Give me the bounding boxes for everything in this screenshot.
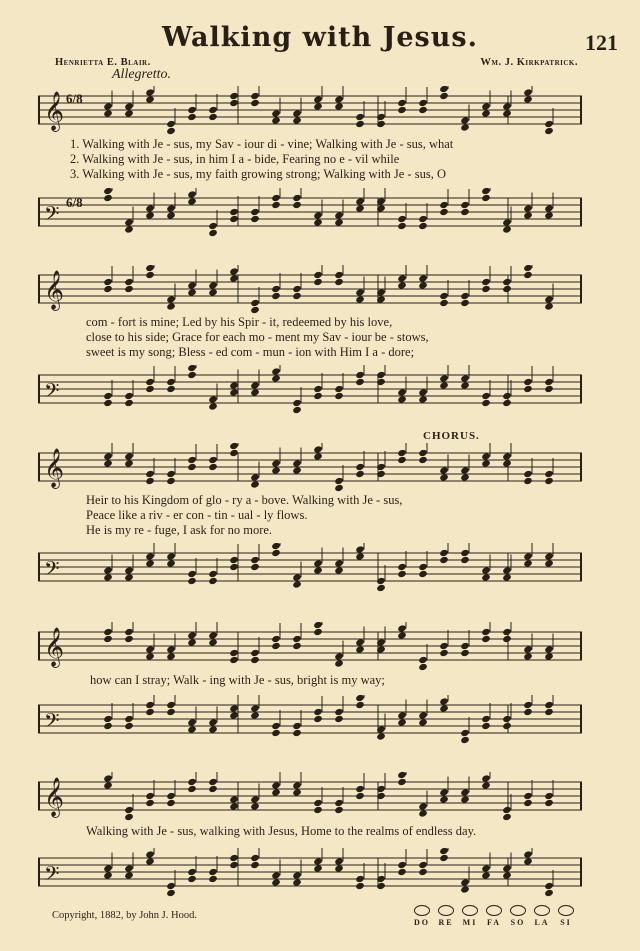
solfa-item: [558, 905, 574, 927]
solfa-label: FA: [486, 918, 502, 927]
system-2-bass-staff: [38, 365, 582, 415]
system-1-lyric-verse-1: 1. Walking with Je - sus, my Sav - iour di - vine; Walking with Je - sus, what: [70, 137, 454, 151]
hymn-title: Walking with Jesus.: [162, 22, 478, 53]
lyricist: Henrietta E. Blair.: [55, 57, 151, 68]
solfa-note-shape-icon: [510, 905, 526, 916]
svg-text:𝄞: 𝄞: [44, 777, 65, 817]
solfa-legend: [414, 905, 574, 927]
svg-text:𝄞: 𝄞: [44, 270, 65, 310]
solfa-note-shape-icon: [462, 905, 478, 916]
system-5-treble-staff: [38, 772, 582, 822]
chorus-label: CHORUS.: [423, 430, 480, 442]
copyright-notice: Copyright, 1882, by John J. Hood.: [52, 910, 197, 921]
solfa-note-shape-icon: [438, 905, 454, 916]
page-number: 121: [585, 30, 618, 55]
solfa-note-shape-icon: [558, 905, 574, 916]
svg-text:𝄢: 𝄢: [44, 709, 60, 737]
system-3-bass-staff: [38, 543, 582, 593]
solfa-item: [462, 905, 478, 927]
system-2-lyric-verse-1: com - fort is mine; Led by his Spir - it, redeemed by his love,: [86, 315, 393, 329]
solfa-label: MI: [462, 918, 478, 927]
solfa-item: [486, 905, 502, 927]
svg-text:𝄢: 𝄢: [44, 557, 60, 585]
solfa-note-shape-icon: [414, 905, 430, 916]
solfa-label: RE: [438, 918, 454, 927]
solfa-item: [534, 905, 550, 927]
svg-text:𝄢: 𝄢: [44, 379, 60, 407]
system-4-bass-staff: [38, 695, 582, 745]
solfa-note-shape-icon: [486, 905, 502, 916]
solfa-label: LA: [534, 918, 550, 927]
system-3-lyric-verse-1: Heir to his Kingdom of glo - ry a - bove. Walking with Je - sus,: [86, 493, 403, 507]
svg-text:𝄞: 𝄞: [44, 91, 65, 131]
tempo-marking: Allegretto.: [112, 67, 171, 82]
solfa-item: [414, 905, 430, 927]
system-4-lyric: how can I stray; Walk - ing with Je - sus, bright is my way;: [90, 673, 385, 687]
system-5-lyric: Walking with Je - sus, walking with Jesus, Home to the realms of endless day.: [86, 824, 477, 838]
solfa-label: SI: [560, 918, 572, 927]
system-1-lyric-verse-2: 2. Walking with Je - sus, in him I a - bide, Fearing no e - vil while: [70, 152, 400, 166]
system-5-bass-staff: [38, 848, 582, 898]
system-4-treble-staff: [38, 622, 582, 672]
solfa-item: [510, 905, 526, 927]
svg-text:𝄢: 𝄢: [44, 202, 60, 230]
svg-text:𝄢: 𝄢: [44, 862, 60, 890]
solfa-note-shape-icon: [534, 905, 550, 916]
solfa-label: DO: [414, 918, 430, 927]
system-3-lyric-verse-2: Peace like a riv - er con - tin - ual - ly flows.: [86, 508, 308, 522]
system-2-lyric-verse-3: sweet is my song; Bless - ed com - mun - ion with Him I a - dore;: [86, 345, 415, 359]
time-signature-bass: 6/8: [66, 195, 83, 210]
system-3-treble-staff: [38, 443, 582, 493]
time-signature-treble: 6/8: [66, 91, 83, 106]
solfa-label: SO: [510, 918, 526, 927]
svg-text:𝄞: 𝄞: [44, 448, 65, 488]
composer: Wm. J. Kirkpatrick.: [480, 57, 578, 68]
system-1-bass-staff: [38, 188, 582, 238]
system-1-lyric-verse-3: 3. Walking with Je - sus, my faith growing strong; Walking with Je - sus, O: [70, 167, 446, 181]
svg-text:𝄞: 𝄞: [44, 627, 65, 667]
system-1-treble-staff: [38, 86, 582, 136]
system-3-lyric-verse-3: He is my re - fuge, I ask for no more.: [86, 523, 273, 537]
system-2-lyric-verse-2: close to his side; Grace for each mo - ment my Sav - iour be - stows,: [86, 330, 429, 344]
solfa-item: [438, 905, 454, 927]
system-2-treble-staff: [38, 265, 582, 315]
